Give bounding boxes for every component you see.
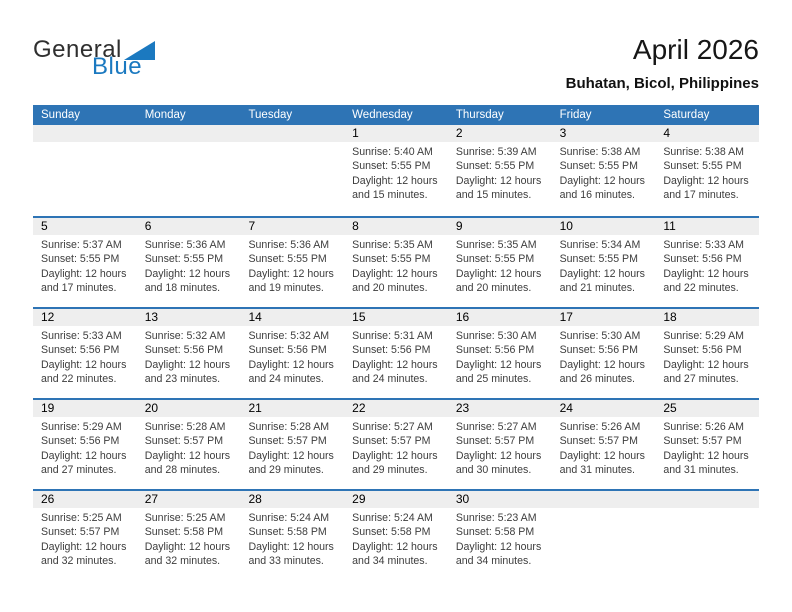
title-block [566, 34, 759, 92]
day-info-line: Sunset: 5:57 PM [144, 435, 224, 448]
date-number: 1 [352, 126, 359, 140]
date-number: 24 [559, 401, 573, 415]
day-info-line: Sunset: 5:55 PM [144, 253, 224, 266]
date-number: 10 [559, 219, 573, 233]
day-info-line: and 20 minutes. [352, 282, 428, 295]
day-cell [137, 326, 241, 387]
day-header-tuesday: Tuesday [248, 109, 293, 121]
date-number [240, 125, 344, 142]
day-info-line: and 32 minutes. [144, 555, 221, 568]
day-cell [655, 142, 759, 203]
day-cell [344, 417, 448, 478]
date-number: 5 [41, 219, 48, 233]
day-info-line: Sunrise: 5:28 AM [248, 421, 330, 433]
day-cell [344, 235, 448, 296]
day-info-line: Daylight: 12 hours [248, 540, 334, 553]
day-cell [240, 417, 344, 478]
day-info-line: and 29 minutes. [248, 464, 324, 477]
day-info-line: and 28 minutes. [144, 464, 221, 477]
day-cell [655, 235, 759, 296]
day-cell [33, 142, 137, 145]
day-cell [240, 326, 344, 387]
date-number: 11 [663, 219, 676, 233]
day-cell [448, 417, 552, 478]
day-info-line: Daylight: 12 hours [144, 267, 231, 280]
day-cell [33, 235, 137, 296]
day-info-line: Daylight: 12 hours [352, 358, 438, 371]
day-info-line: and 23 minutes. [144, 373, 221, 386]
day-info-line: and 22 minutes. [41, 373, 117, 386]
day-info-line: Sunrise: 5:29 AM [663, 330, 744, 342]
day-cell [448, 326, 552, 387]
day-info-line: Sunrise: 5:27 AM [352, 421, 433, 433]
day-info-line: and 17 minutes. [41, 282, 117, 295]
date-number: 23 [455, 401, 470, 415]
day-info-line: Sunrise: 5:27 AM [455, 421, 537, 433]
day-info-line: and 18 minutes. [144, 282, 221, 295]
date-band [33, 125, 759, 142]
date-band [33, 309, 759, 326]
day-info-line: and 32 minutes. [41, 555, 117, 568]
day-info-line: Sunset: 5:57 PM [248, 435, 327, 448]
day-cell [344, 508, 448, 569]
day-cell [552, 508, 656, 511]
day-header-friday: Friday [559, 109, 592, 121]
logo-text-general: General [33, 36, 122, 63]
day-info-line: Daylight: 12 hours [559, 267, 645, 280]
day-info-line: Sunrise: 5:24 AM [352, 512, 433, 524]
day-cell [552, 142, 656, 203]
day-cell [448, 508, 552, 569]
day-info-line: Daylight: 12 hours [248, 358, 334, 371]
day-info-line: Sunset: 5:57 PM [663, 435, 742, 448]
day-info-line: and 19 minutes. [248, 282, 324, 295]
day-info-line: Sunset: 5:56 PM [455, 344, 535, 357]
week-cells [33, 508, 759, 569]
day-cell [655, 417, 759, 478]
day-info-line: Sunrise: 5:33 AM [663, 239, 744, 251]
day-info-line: Sunrise: 5:32 AM [248, 330, 330, 342]
page-title: April 2026 [632, 34, 759, 65]
day-info-line: and 24 minutes. [352, 373, 428, 386]
day-cell [137, 508, 241, 569]
top-bar [33, 34, 759, 96]
day-info-line: Daylight: 12 hours [41, 540, 127, 553]
day-info-line: and 16 minutes. [559, 189, 635, 202]
date-number: 18 [663, 310, 677, 324]
day-info-line: and 26 minutes. [559, 373, 635, 386]
day-info-line: Sunset: 5:55 PM [248, 253, 327, 266]
day-info-line: Sunrise: 5:31 AM [352, 330, 433, 342]
day-info-line: Daylight: 12 hours [455, 174, 542, 187]
day-info-line: Sunset: 5:58 PM [352, 526, 431, 539]
date-number [137, 125, 241, 142]
day-info-line: Daylight: 12 hours [41, 449, 127, 462]
week-row [33, 216, 759, 307]
day-info-line: and 30 minutes. [455, 464, 532, 477]
week-row [33, 398, 759, 489]
day-info-line: and 29 minutes. [352, 464, 428, 477]
day-info-line: Sunset: 5:56 PM [663, 253, 742, 266]
date-number [552, 491, 656, 508]
date-number: 14 [248, 310, 262, 324]
day-header-saturday: Saturday [663, 109, 710, 121]
day-info-line: Daylight: 12 hours [663, 267, 749, 280]
day-info-line: Daylight: 12 hours [455, 540, 542, 553]
day-cell [137, 417, 241, 478]
day-info-line: and 27 minutes. [663, 373, 739, 386]
week-cells [33, 142, 759, 203]
day-info-line: Sunrise: 5:28 AM [144, 421, 226, 433]
day-info-line: and 15 minutes. [455, 189, 532, 202]
day-info-line: Sunset: 5:55 PM [455, 253, 535, 266]
day-info-line: Daylight: 12 hours [352, 174, 438, 187]
day-info-line: and 33 minutes. [248, 555, 324, 568]
day-info-line: Sunrise: 5:30 AM [559, 330, 641, 342]
date-number: 16 [455, 310, 470, 324]
day-info-line: Sunset: 5:55 PM [455, 160, 535, 173]
day-cell [137, 235, 241, 296]
date-number: 13 [144, 310, 159, 324]
day-cell [240, 235, 344, 296]
day-info-line: Sunset: 5:56 PM [352, 344, 431, 357]
day-info-line: Sunset: 5:55 PM [41, 253, 120, 266]
date-number: 20 [144, 401, 159, 415]
day-info-line: Sunset: 5:57 PM [352, 435, 431, 448]
location-subtitle: Buhatan, Bicol, Philippines [565, 75, 759, 92]
day-cell [448, 142, 552, 203]
day-info-line: Sunset: 5:58 PM [248, 526, 327, 539]
day-cell [655, 326, 759, 387]
day-of-week-header-row [33, 105, 759, 125]
day-info-line: Sunset: 5:56 PM [663, 344, 742, 357]
day-info-line: Daylight: 12 hours [559, 449, 645, 462]
day-info-line: Sunset: 5:55 PM [663, 160, 742, 173]
day-header-thursday: Thursday [455, 109, 504, 121]
day-info-line: Sunset: 5:55 PM [559, 253, 638, 266]
day-info-line: Daylight: 12 hours [352, 449, 438, 462]
date-number: 17 [559, 310, 573, 324]
day-info-line: Daylight: 12 hours [559, 174, 645, 187]
day-cell [552, 235, 656, 296]
date-number: 12 [41, 310, 55, 324]
day-info-line: Sunset: 5:56 PM [41, 435, 120, 448]
day-info-line: Sunrise: 5:35 AM [352, 239, 433, 251]
day-info-line: Sunset: 5:56 PM [41, 344, 120, 357]
day-info-line: Sunrise: 5:34 AM [559, 239, 641, 251]
day-info-line: Sunrise: 5:40 AM [352, 146, 433, 158]
week-row [33, 125, 759, 216]
day-info-line: Sunrise: 5:26 AM [663, 421, 744, 433]
day-cell [33, 508, 137, 569]
day-info-line: Sunrise: 5:38 AM [663, 146, 744, 158]
day-cell [344, 142, 448, 203]
day-info-line: Daylight: 12 hours [144, 358, 231, 371]
date-number: 8 [352, 219, 359, 233]
date-number: 15 [352, 310, 366, 324]
date-number: 28 [248, 492, 262, 506]
date-number: 7 [248, 219, 256, 233]
date-number: 22 [352, 401, 366, 415]
day-info-line: Sunrise: 5:37 AM [41, 239, 122, 251]
day-info-line: Sunrise: 5:36 AM [144, 239, 226, 251]
date-band [33, 218, 759, 235]
day-info-line: Daylight: 12 hours [455, 449, 542, 462]
day-info-line: Sunrise: 5:36 AM [248, 239, 330, 251]
day-info-line: Sunset: 5:55 PM [559, 160, 638, 173]
day-info-line: and 15 minutes. [352, 189, 428, 202]
day-info-line: Sunset: 5:58 PM [144, 526, 224, 539]
day-info-line: Daylight: 12 hours [41, 358, 127, 371]
day-info-line: Daylight: 12 hours [455, 267, 542, 280]
day-info-line: Sunrise: 5:32 AM [144, 330, 226, 342]
day-cell [137, 142, 241, 145]
day-info-line: Daylight: 12 hours [144, 540, 231, 553]
date-number: 27 [144, 492, 159, 506]
day-info-line: and 31 minutes. [559, 464, 635, 477]
day-info-line: Daylight: 12 hours [559, 358, 645, 371]
day-info-line: Daylight: 12 hours [663, 449, 749, 462]
date-number [33, 125, 137, 142]
date-number: 19 [41, 401, 55, 415]
week-row [33, 307, 759, 398]
day-info-line: Sunrise: 5:26 AM [559, 421, 641, 433]
day-info-line: and 24 minutes. [248, 373, 324, 386]
date-number: 4 [663, 126, 670, 140]
day-info-line: Daylight: 12 hours [248, 267, 334, 280]
general-blue-logo [33, 38, 155, 79]
day-cell [33, 417, 137, 478]
day-info-line: Sunrise: 5:23 AM [455, 512, 537, 524]
calendar-weeks [33, 125, 759, 580]
day-cell [448, 235, 552, 296]
date-band [33, 491, 759, 508]
day-info-line: Sunrise: 5:25 AM [41, 512, 122, 524]
day-info-line: Daylight: 12 hours [663, 358, 749, 371]
day-info-line: and 34 minutes. [455, 555, 532, 568]
day-info-line: Sunrise: 5:33 AM [41, 330, 122, 342]
day-info-line: and 31 minutes. [663, 464, 739, 477]
week-cells [33, 235, 759, 296]
day-info-line: and 20 minutes. [455, 282, 532, 295]
day-cell [240, 142, 344, 145]
logo-text-blue: Blue [92, 53, 143, 80]
day-info-line: and 21 minutes. [559, 282, 635, 295]
date-number [655, 491, 759, 508]
day-info-line: Sunrise: 5:35 AM [455, 239, 537, 251]
day-info-line: and 27 minutes. [41, 464, 117, 477]
day-info-line: Daylight: 12 hours [41, 267, 127, 280]
day-info-line: and 34 minutes. [352, 555, 428, 568]
day-header-sunday: Sunday [41, 109, 81, 121]
day-info-line: Sunrise: 5:30 AM [455, 330, 537, 342]
day-info-line: Sunset: 5:57 PM [455, 435, 535, 448]
day-info-line: Sunset: 5:55 PM [352, 253, 431, 266]
day-info-line: and 22 minutes. [663, 282, 739, 295]
day-info-line: Daylight: 12 hours [352, 540, 438, 553]
date-number: 25 [663, 401, 677, 415]
week-row [33, 489, 759, 580]
day-info-line: Sunset: 5:55 PM [352, 160, 431, 173]
day-header-monday: Monday [144, 109, 186, 121]
date-number: 29 [352, 492, 366, 506]
day-info-line: Sunset: 5:57 PM [41, 526, 120, 539]
week-cells [33, 417, 759, 478]
date-number: 26 [41, 492, 55, 506]
calendar-table [33, 105, 759, 580]
day-header-wednesday: Wednesday [352, 109, 413, 121]
day-cell [240, 508, 344, 569]
day-cell [344, 326, 448, 387]
day-info-line: and 17 minutes. [663, 189, 739, 202]
day-info-line: Daylight: 12 hours [248, 449, 334, 462]
day-info-line: Sunset: 5:57 PM [559, 435, 638, 448]
day-info-line: Daylight: 12 hours [455, 358, 542, 371]
day-cell [33, 326, 137, 387]
week-cells [33, 326, 759, 387]
date-number: 2 [455, 126, 463, 140]
day-cell [552, 417, 656, 478]
day-info-line: Sunrise: 5:24 AM [248, 512, 330, 524]
date-number: 3 [559, 126, 567, 140]
day-info-line: Sunset: 5:56 PM [144, 344, 224, 357]
day-info-line: Sunset: 5:56 PM [248, 344, 327, 357]
day-info-line: Sunrise: 5:25 AM [144, 512, 226, 524]
day-info-line: Sunset: 5:58 PM [455, 526, 535, 539]
day-cell [655, 508, 759, 511]
day-info-line: Sunset: 5:56 PM [559, 344, 638, 357]
day-info-line: Daylight: 12 hours [144, 449, 231, 462]
day-info-line: and 25 minutes. [455, 373, 532, 386]
day-info-line: Daylight: 12 hours [352, 267, 438, 280]
day-cell [552, 326, 656, 387]
day-info-line: Sunrise: 5:29 AM [41, 421, 122, 433]
day-info-line: Sunrise: 5:39 AM [455, 146, 537, 158]
date-number: 30 [455, 492, 470, 506]
day-info-line: Sunrise: 5:38 AM [559, 146, 641, 158]
day-info-line: Daylight: 12 hours [663, 174, 749, 187]
date-number: 9 [455, 219, 463, 233]
date-number: 21 [248, 401, 262, 415]
date-number: 6 [144, 219, 152, 233]
date-band [33, 400, 759, 417]
